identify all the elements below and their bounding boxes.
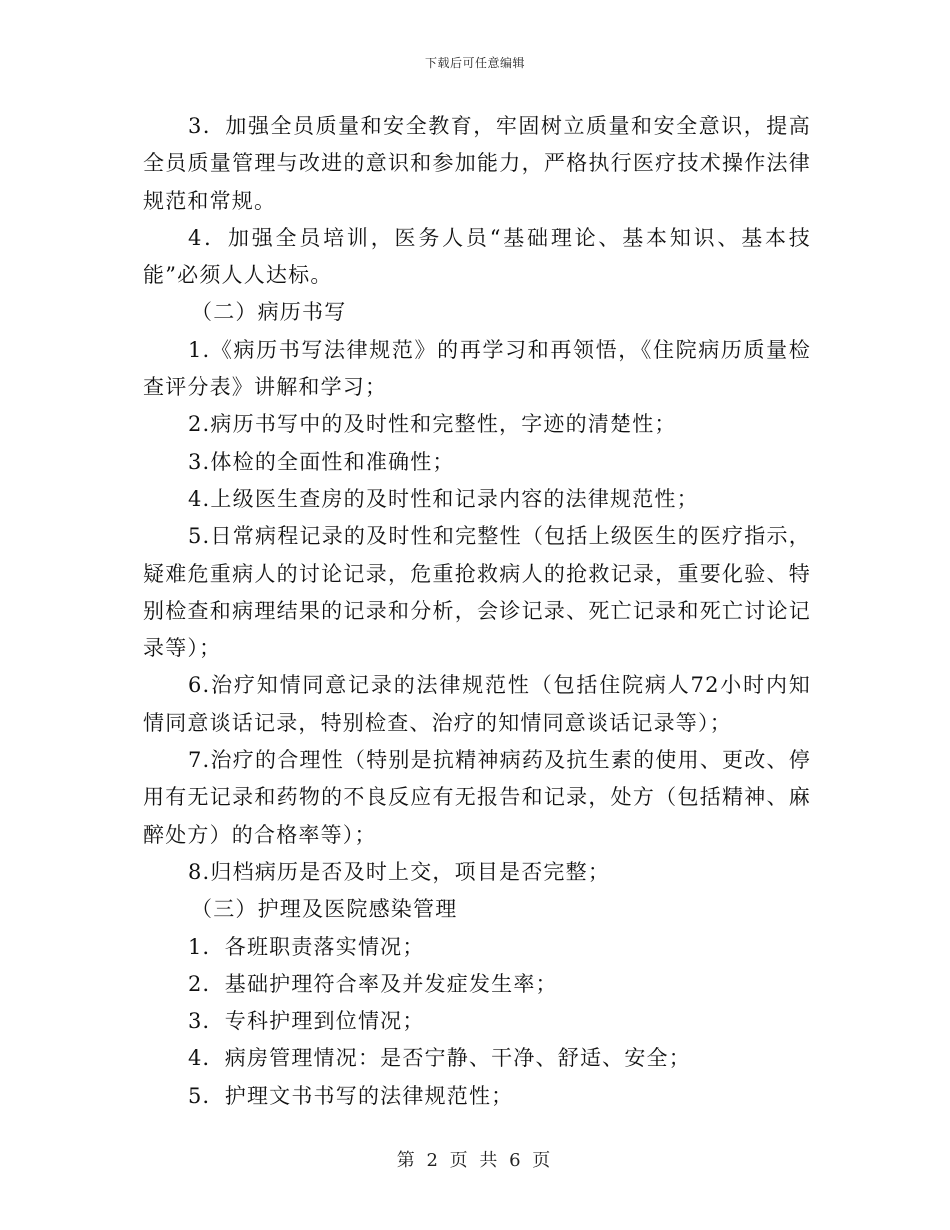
- section-heading-nursing: （三）护理及医院感染管理: [191, 897, 458, 922]
- page-number-footer: 第 2 页 共 6 页: [396, 1150, 554, 1171]
- nursing-item-2: 2．基础护理符合率及并发症发生率；: [188, 971, 558, 996]
- nursing-item-5: 5．护理文书书写的法律规范性；: [188, 1083, 514, 1108]
- medical-record-item-3: 3.体检的全面性和准确性；: [188, 449, 455, 474]
- medical-record-item-5: 5.日常病程记录的及时性和完整性（包括上级医生的医疗指示，疑难危重病人的讨论记录，危重抢救病人的抢救记录，重要化验、特别检查和病理结果的记录和分析，会诊记录、死亡记录和死亡讨论记录等）；: [143, 524, 811, 661]
- nursing-item-4: 4．病房管理情况：是否宁静、干净、舒适、安全；: [188, 1046, 691, 1071]
- medical-record-item-7: 7.治疗的合理性（特别是抗精神病药及抗生素的使用、更改、停用有无记录和药物的不良反应有无报告和记录，处方（包括精神、麻醉处方）的合格率等）；: [143, 748, 811, 847]
- medical-record-item-6: 6.治疗知情同意记录的法律规范性（包括住院病人72小时内知情同意谈话记录，特别检查、治疗的知情同意谈话记录等）；: [143, 673, 811, 735]
- medical-record-item-4: 4.上级医生查房的及时性和记录内容的法律规范性；: [188, 486, 699, 511]
- medical-record-item-2: 2.病历书写中的及时性和完整性，字迹的清楚性；: [188, 412, 677, 437]
- page-header: 下载后可任意编辑: [424, 56, 525, 70]
- medical-record-item-8: 8.归档病历是否及时上交，项目是否完整；: [188, 859, 611, 884]
- paragraph-item-4: 4．加强全员培训，医务人员“基础理论、基本知识、基本技能”必须人人达标。: [143, 225, 811, 288]
- nursing-item-3: 3．专科护理到位情况；: [188, 1009, 425, 1034]
- medical-record-item-1: 1.《病历书写法律规范》的再学习和再领悟，《住院病历质量检查评分表》讲解和学习；: [143, 337, 811, 400]
- nursing-item-1: 1．各班职责落实情况；: [188, 934, 425, 959]
- document-body: [143, 108, 811, 1115]
- section-heading-medical-records: （二）病历书写: [191, 300, 347, 325]
- paragraph-item-3: 3．加强全员质量和安全教育，牢固树立质量和安全意识，提高全员质量管理与改进的意识和参加能力，严格执行医疗技术操作法律规范和常规。: [143, 114, 811, 213]
